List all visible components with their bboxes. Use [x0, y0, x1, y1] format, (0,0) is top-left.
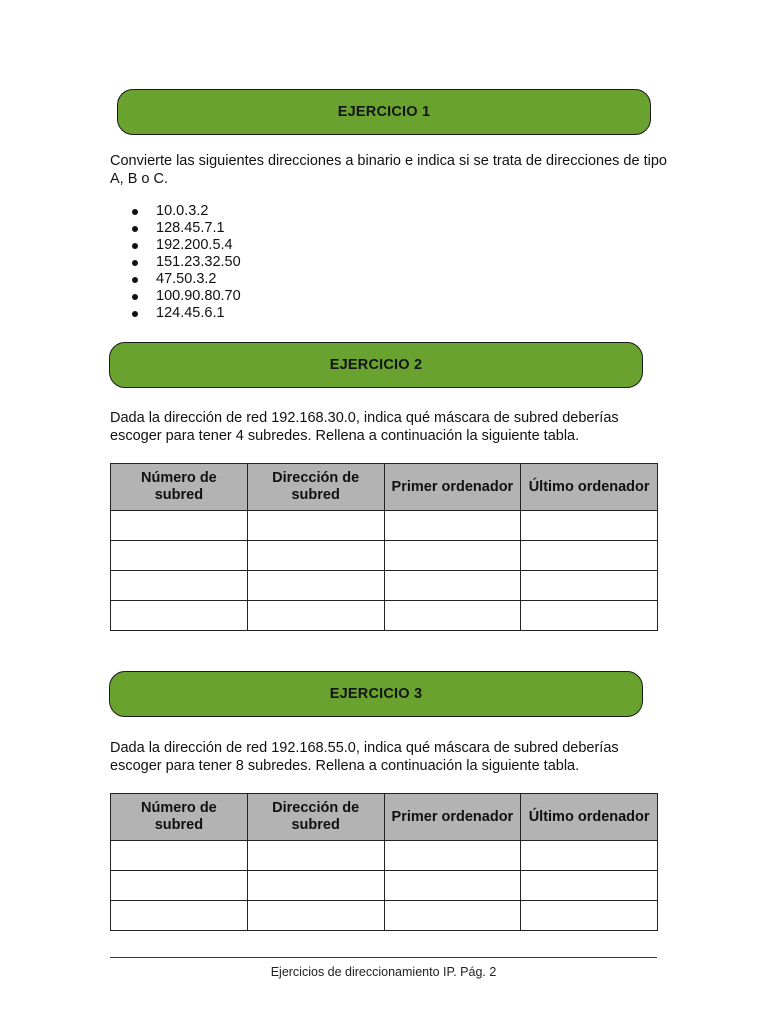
- table-cell[interactable]: [247, 901, 384, 931]
- table-cell[interactable]: [384, 901, 521, 931]
- address-list: [128, 203, 241, 322]
- column-header-subnet-address: Dirección de subred: [247, 464, 384, 511]
- table-cell[interactable]: [521, 601, 658, 631]
- table-row: [111, 841, 658, 871]
- table-cell[interactable]: [111, 571, 248, 601]
- list-item: 128.45.7.1: [128, 220, 241, 237]
- exercise-3-banner: [109, 671, 643, 717]
- table-cell[interactable]: [521, 841, 658, 871]
- table-row: [111, 541, 658, 571]
- exercise-2-instructions: Dada la dirección de red 192.168.30.0, indica qué máscara de subred deberías escoger para tener 4 subredes. Rellena a continuación la siguiente tabla.: [110, 410, 619, 444]
- table-row: [111, 901, 658, 931]
- footer-divider: [110, 957, 657, 958]
- list-item: 100.90.80.70: [128, 288, 241, 305]
- list-item: 151.23.32.50: [128, 254, 241, 271]
- table-cell[interactable]: [111, 601, 248, 631]
- table-cell[interactable]: [384, 511, 521, 541]
- table-cell[interactable]: [384, 871, 521, 901]
- page-footer: Ejercicios de direccionamiento IP. Pág. 2: [270, 965, 497, 979]
- table-header-row: [111, 794, 658, 841]
- table-row: [111, 511, 658, 541]
- column-header-last-host: Último ordenador: [521, 794, 658, 841]
- column-header-first-host: Primer ordenador: [384, 794, 521, 841]
- exercise-1-banner: [117, 89, 651, 135]
- table-cell[interactable]: [247, 601, 384, 631]
- exercise-3-table: [110, 793, 658, 931]
- table-cell[interactable]: [384, 601, 521, 631]
- exercise-1-instructions: Convierte las siguientes direcciones a binario e indica si se trata de direcciones de tipo A, B o C.: [110, 153, 667, 187]
- column-header-subnet-address: Dirección de subred: [247, 794, 384, 841]
- exercise-2-title: EJERCICIO 2: [329, 357, 423, 373]
- column-header-first-host: Primer ordenador: [384, 464, 521, 511]
- table-cell[interactable]: [111, 841, 248, 871]
- table-row: [111, 601, 658, 631]
- table-cell[interactable]: [111, 511, 248, 541]
- table-cell[interactable]: [521, 541, 658, 571]
- table-cell[interactable]: [384, 841, 521, 871]
- list-item: 192.200.5.4: [128, 237, 241, 254]
- table-cell[interactable]: [111, 871, 248, 901]
- table-cell[interactable]: [384, 571, 521, 601]
- table-cell[interactable]: [247, 511, 384, 541]
- table-cell[interactable]: [247, 571, 384, 601]
- table-cell[interactable]: [247, 541, 384, 571]
- table-cell[interactable]: [247, 871, 384, 901]
- exercise-3-instructions: Dada la dirección de red 192.168.55.0, indica qué máscara de subred deberías escoger para tener 8 subredes. Rellena a continuación la siguiente tabla.: [110, 740, 619, 774]
- list-item: 10.0.3.2: [128, 203, 241, 220]
- column-header-subnet-number: Número de subred: [111, 464, 248, 511]
- table-cell[interactable]: [384, 541, 521, 571]
- list-item: 124.45.6.1: [128, 305, 241, 322]
- table-header-row: [111, 464, 658, 511]
- list-item: 47.50.3.2: [128, 271, 241, 288]
- table-cell[interactable]: [111, 901, 248, 931]
- table-row: [111, 571, 658, 601]
- table-cell[interactable]: [521, 571, 658, 601]
- table-cell[interactable]: [247, 841, 384, 871]
- exercise-1-title: EJERCICIO 1: [337, 104, 431, 120]
- table-cell[interactable]: [521, 901, 658, 931]
- column-header-subnet-number: Número de subred: [111, 794, 248, 841]
- exercise-2-banner: [109, 342, 643, 388]
- table-row: [111, 871, 658, 901]
- column-header-last-host: Último ordenador: [521, 464, 658, 511]
- exercise-2-table: [110, 463, 658, 631]
- table-cell[interactable]: [111, 541, 248, 571]
- table-cell[interactable]: [521, 871, 658, 901]
- table-cell[interactable]: [521, 511, 658, 541]
- exercise-3-title: EJERCICIO 3: [329, 686, 423, 702]
